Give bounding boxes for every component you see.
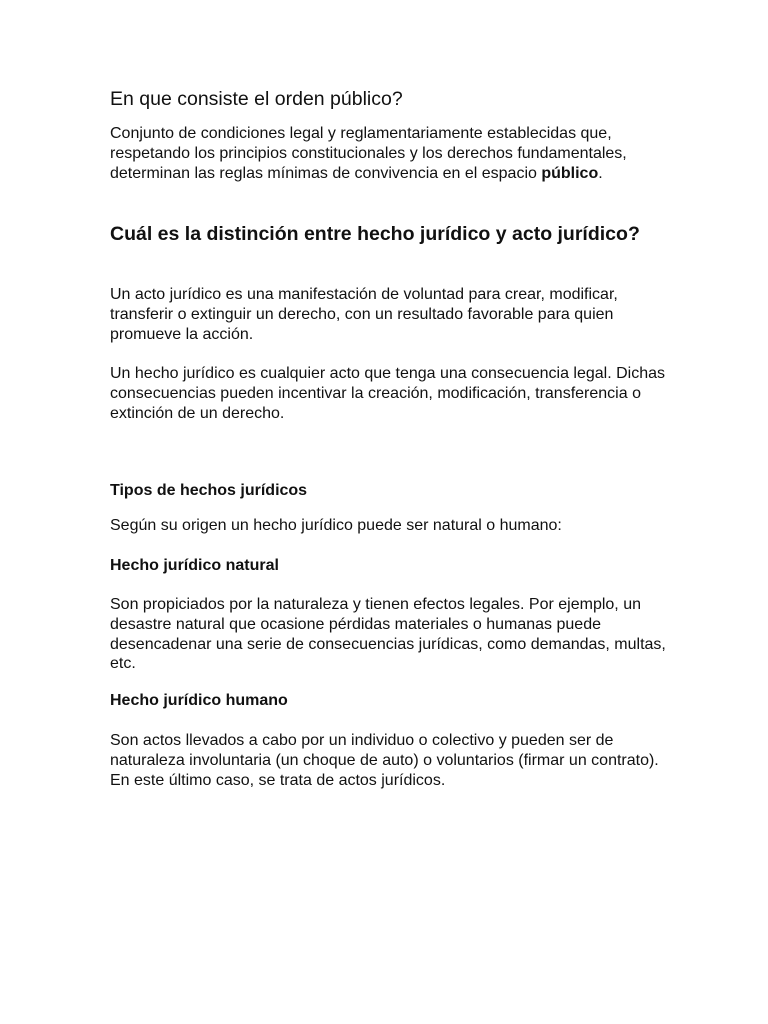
heading-tipos: Tipos de hechos jurídicos [110, 482, 308, 499]
paragraph-orden-publico [110, 124, 670, 183]
paragraph-hecho-juridico: Un hecho jurídico es cualquier acto que tenga una consecuencia legal. Dichas consecuencias pueden incentivar la creación, modificación, transferencia o extinción de un derecho. [110, 365, 666, 422]
heading-natural: Hecho jurídico natural [110, 557, 279, 574]
heading-humano: Hecho jurídico humano [110, 692, 288, 709]
question-orden-publico: En que consiste el orden público? [110, 88, 403, 110]
paragraph-natural: Son propiciados por la naturaleza y tienen efectos legales. Por ejemplo, un desastre natural que ocasione pérdidas materiales o humanas puede desencadenar una serie de consecuencias jurídicas, como demandas, multas, etc. [110, 596, 666, 673]
paragraph-orden-publico-end: . [598, 164, 603, 182]
paragraph-humano: Son actos llevados a cabo por un individuo o colectivo y pueden ser de naturaleza involuntaria (un choque de auto) o voluntarios (firmar un contrato). En este último caso, se trata de actos jurídicos. [110, 732, 659, 789]
bold-publico: público [541, 164, 599, 182]
paragraph-orden-publico-text: Conjunto de condiciones legal y reglamentariamente establecidas que, respetando los principios constitucionales y los derechos fundamentales, determinan las reglas mínimas de convivencia en el espacio [110, 125, 627, 182]
paragraph-acto-juridico: Un acto jurídico es una manifestación de voluntad para crear, modificar, transferir o extinguir un derecho, con un resultado favorable para quien promueve la acción. [110, 286, 618, 343]
paragraph-origen: Según su origen un hecho jurídico puede ser natural o humano: [110, 517, 562, 534]
question-distincion: Cuál es la distinción entre hecho jurídico y acto jurídico? [110, 223, 640, 245]
